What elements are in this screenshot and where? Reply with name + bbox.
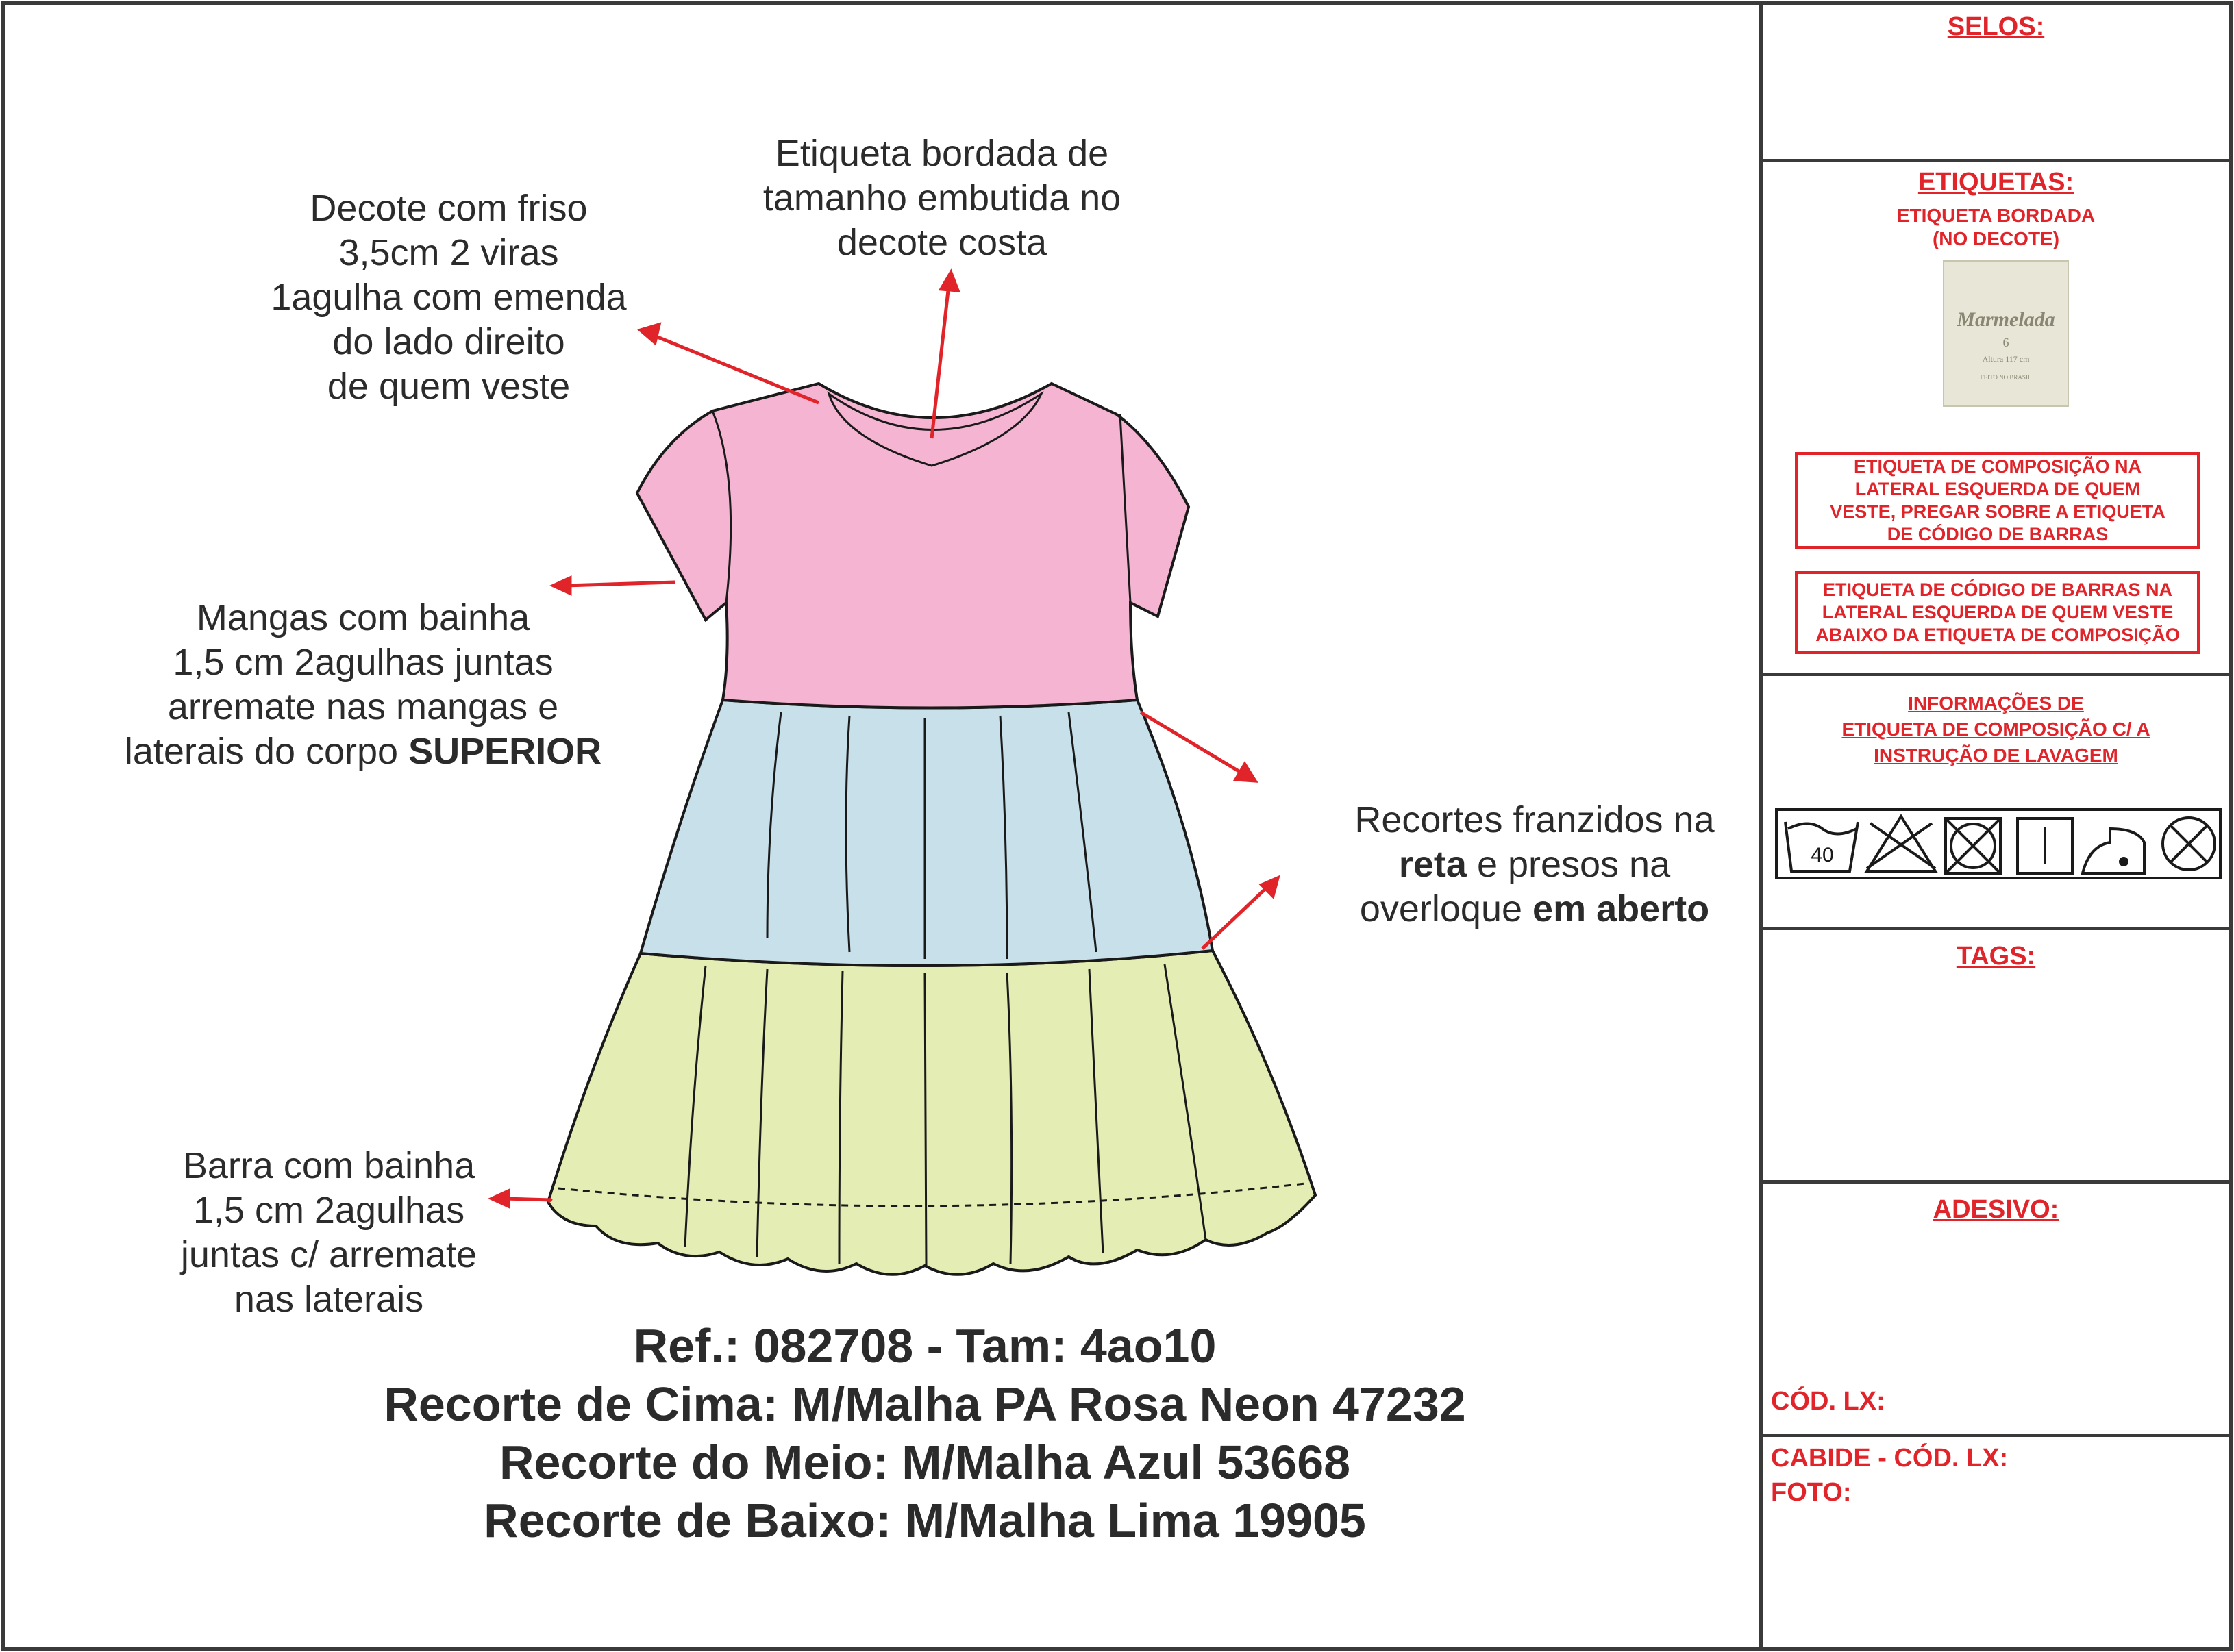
brand-label-swatch (1943, 260, 2069, 407)
tiers-note-line2: e presos na (1466, 844, 1671, 885)
sleeves-note-text: Mangas com bainha 1,5 cm 2agulhas juntas arremate nas mangas e laterais do corpo (124, 597, 559, 772)
do-not-tumble-dry-icon (1946, 818, 2000, 873)
tiers-note-bold1: reta (1398, 844, 1467, 885)
do-not-dry-clean-icon (2163, 818, 2215, 870)
tags-heading: TAGS: (1956, 942, 2036, 971)
fabric-bottom: Recorte de Baixo: M/Malha Lima 19905 (484, 1494, 1366, 1547)
no-decote-label: (NO DECOTE) (1932, 228, 2060, 249)
do-not-bleach-icon (1867, 816, 1935, 871)
iron-low-icon (2083, 829, 2144, 873)
embroidered-label-note: Etiqueta bordada de tamanho embutida no decote costa (762, 133, 1121, 263)
fabric-middle: Recorte do Meio: M/Malha Azul 53668 (499, 1436, 1351, 1489)
dress-bottom-tier (548, 951, 1315, 1275)
selos-heading: SELOS: (1947, 12, 2045, 41)
etiqueta-bordada-label: ETIQUETA BORDADA (1896, 205, 2096, 226)
label-made: FEITO NO BRASIL (1980, 374, 2032, 381)
label-size: 6 (2002, 336, 2009, 349)
fabric-top: Recorte de Cima: M/Malha PA Rosa Neon 47232 (384, 1377, 1466, 1431)
info-line-3: INSTRUÇÃO DE LAVAGEM (1874, 744, 2118, 766)
hem-note: Barra com bainha 1,5 cm 2agulhas juntas c/ arremate nas laterais (180, 1145, 477, 1320)
foto-label: FOTO: (1771, 1478, 1852, 1507)
composition-label-box: ETIQUETA DE COMPOSIÇÃO NA LATERAL ESQUERDA DE QUEM VESTE, PREGAR SOBRE A ETIQUETA DE CÓDIGO DE BARRAS (1795, 452, 2200, 549)
sleeves-note (89, 551, 637, 774)
info-line-2: ETIQUETA DE COMPOSIÇÃO C/ A (1841, 718, 2150, 740)
cod-lx-label: CÓD. LX: (1771, 1387, 1885, 1416)
line-dry-icon (2018, 818, 2072, 873)
adesivo-heading: ADESIVO: (1933, 1195, 2059, 1224)
etiquetas-heading: ETIQUETAS: (1917, 168, 2074, 197)
cabide-label: CABIDE - CÓD. LX: (1771, 1444, 2009, 1473)
tiers-note (1254, 753, 1815, 931)
tiers-note-line3: overloque (1359, 888, 1533, 929)
ref-line: Ref.: 082708 - Tam: 4ao10 (633, 1319, 1217, 1373)
tiers-note-line1: Recortes franzidos na (1354, 799, 1715, 840)
info-line-1: INFORMAÇÕES DE (1908, 692, 2084, 714)
label-height: Altura 117 cm (1982, 354, 2030, 364)
wash-temp: 40 (1811, 844, 1834, 866)
barcode-label-box: ETIQUETA DE CÓDIGO DE BARRAS NA LATERAL ESQUERDA DE QUEM VESTE ABAIXO DA ETIQUETA DE COMPOSIÇÃO (1795, 571, 2200, 654)
sleeves-note-bold: SUPERIOR (408, 731, 602, 772)
neckline-note: Decote com friso 3,5cm 2 viras 1agulha com emenda do lado direito de quem veste (271, 188, 627, 407)
label-brand: Marmelada (1957, 308, 2055, 331)
tiers-note-bold2: em aberto (1532, 888, 1710, 929)
dress-middle-tier (641, 700, 1213, 966)
